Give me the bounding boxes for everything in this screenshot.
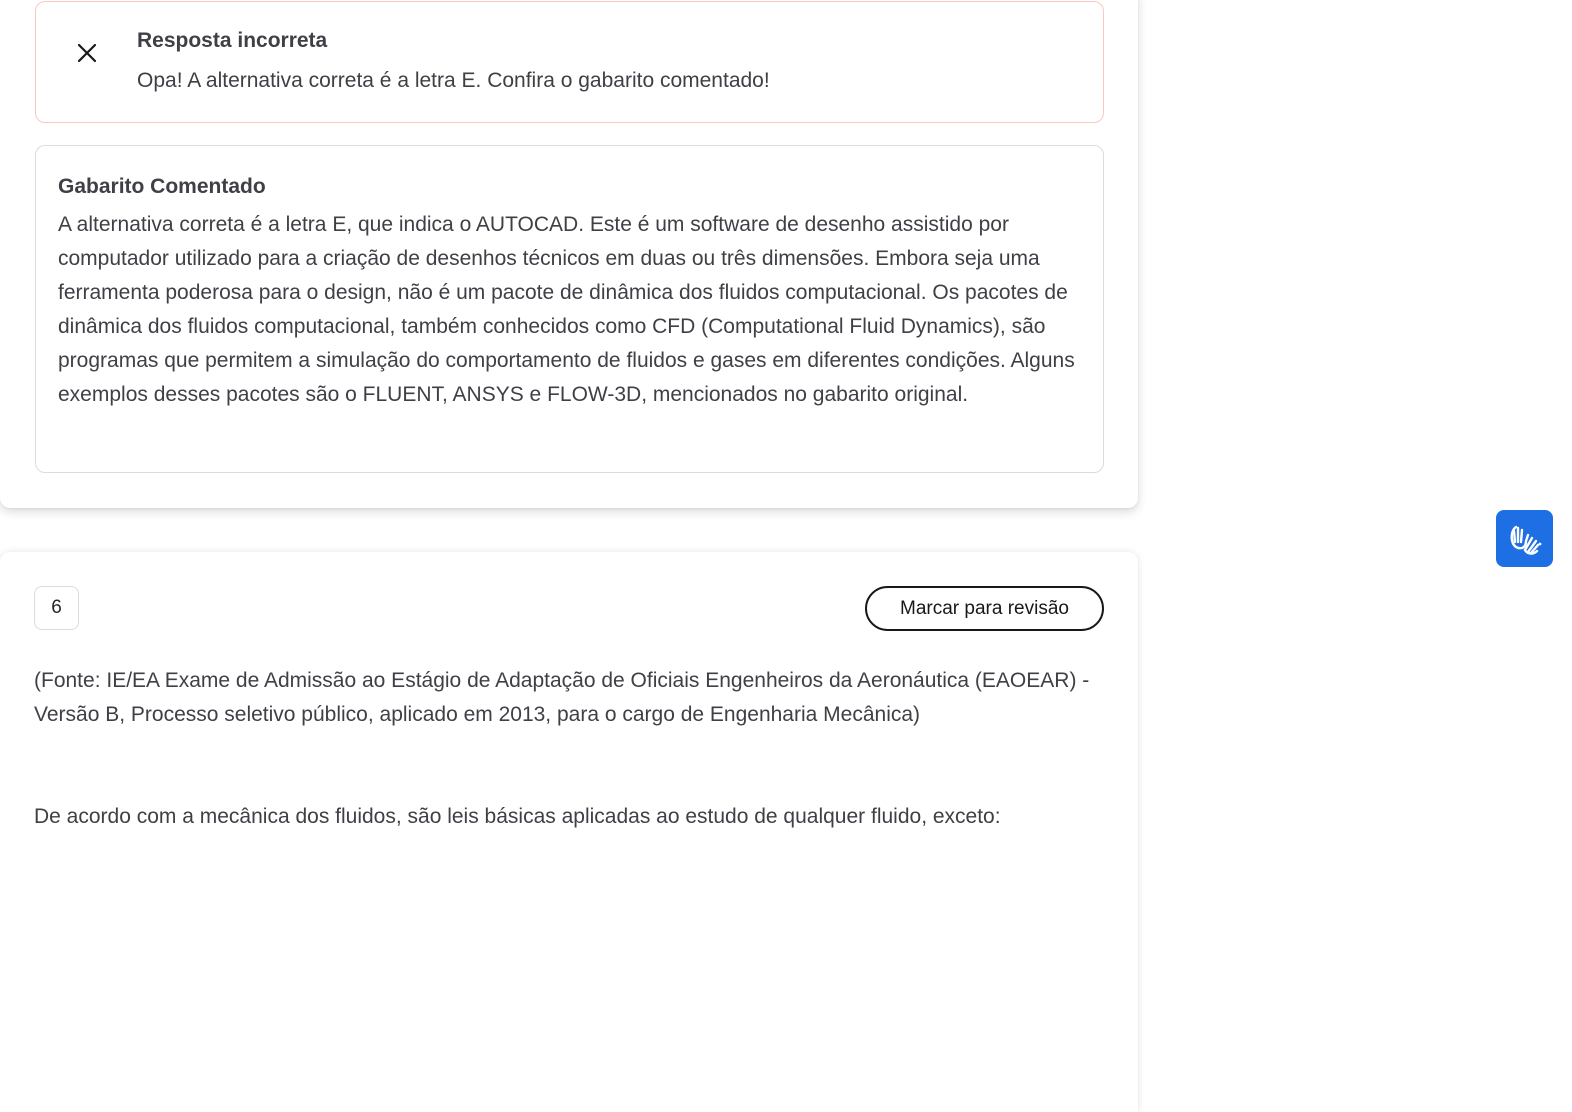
close-icon [74, 40, 100, 66]
previous-question-card [0, 0, 1138, 508]
question-number-badge: 6 [34, 586, 79, 630]
question-source: (Fonte: IE/EA Exame de Admissão ao Estágio de Adaptação de Oficiais Engenheiros da Aeronáutica (EAOEAR) - Versão B, Processo seletivo público, aplicado em 2013, para o cargo de Engenharia Mecânica) [34, 669, 1090, 726]
commented-answer-text: A alternativa correta é a letra E, que indica o AUTOCAD. Este é um software de desenho assistido por computador utilizado para a criação de desenhos técnicos em duas ou três dimensões. Embora seja uma ferramenta poderosa para o design, não é um pacote de dinâmica dos fluidos computacional. Os pacotes de dinâmica dos fluidos computacional, também conhecidos como CFD (Computational Fluid Dynamics), são programas que permitem a simulação do comportamento de fluidos e gases em diferentes condições. Alguns exemplos desses pacotes são o FLUENT, ANSYS e FLOW-3D, mencionados no gabarito original. [58, 213, 1075, 406]
question-statement: De acordo com a mecânica dos fluidos, são leis básicas aplicadas ao estudo de qualquer fluido, exceto: [34, 805, 1001, 828]
sign-language-accessibility-button[interactable] [1496, 510, 1553, 567]
mark-for-review-button[interactable]: Marcar para revisão [865, 586, 1104, 631]
commented-answer-heading: Gabarito Comentado [58, 175, 266, 198]
alert-title: Resposta incorreta [137, 29, 328, 52]
question-card [0, 552, 1138, 1112]
incorrect-answer-alert [35, 1, 1104, 123]
commented-answer-box [35, 145, 1104, 473]
sign-language-hands-icon [1506, 520, 1544, 558]
alert-message: Opa! A alternativa correta é a letra E. Confira o gabarito comentado! [137, 69, 770, 92]
